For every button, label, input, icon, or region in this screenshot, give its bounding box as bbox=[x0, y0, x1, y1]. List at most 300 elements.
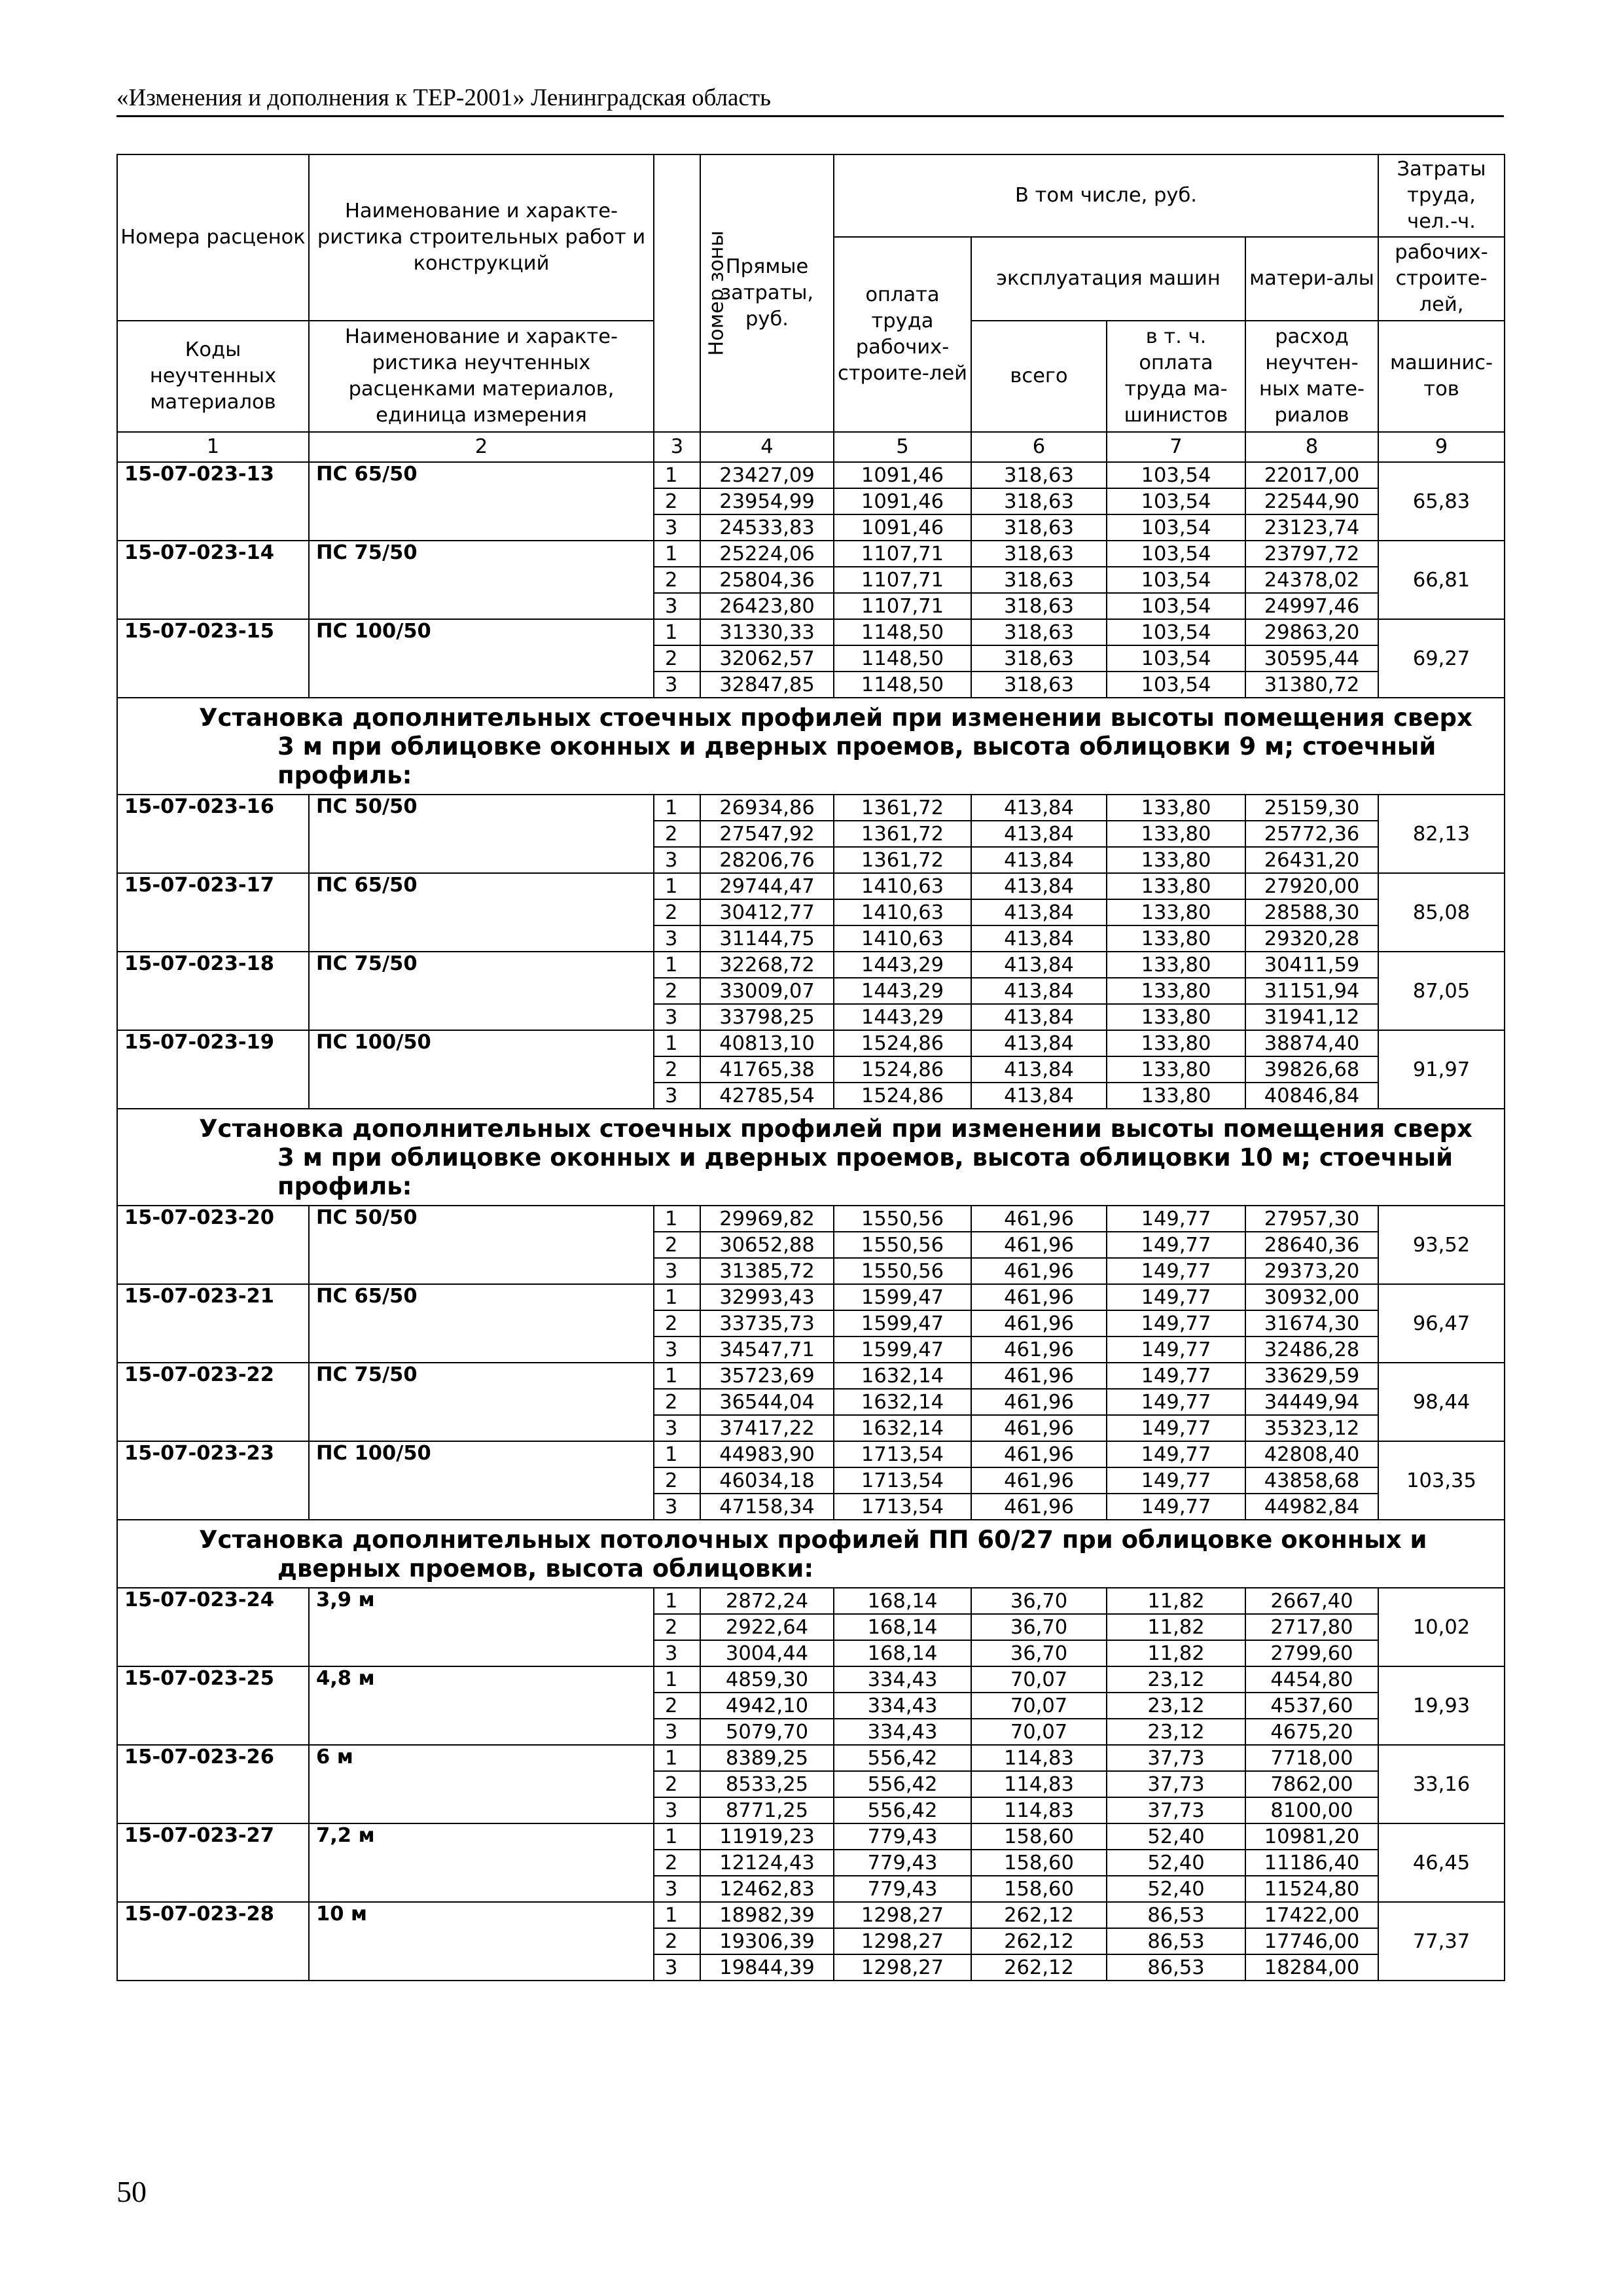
zone-number: 2 bbox=[654, 1850, 700, 1876]
table-body bbox=[117, 462, 1505, 1981]
machinist-wages: 103,54 bbox=[1107, 514, 1245, 541]
machines-cost: 318,63 bbox=[971, 593, 1107, 619]
zone-number: 1 bbox=[654, 1902, 700, 1928]
zone-number: 2 bbox=[654, 645, 700, 672]
table-row bbox=[117, 1284, 1505, 1310]
rate-code: 15-07-023-28 bbox=[117, 1902, 309, 1981]
labor-cost: 93,52 bbox=[1378, 1206, 1505, 1284]
materials-cost: 25772,36 bbox=[1245, 821, 1378, 847]
machinist-wages: 133,80 bbox=[1107, 1083, 1245, 1109]
direct-cost: 8771,25 bbox=[700, 1797, 834, 1823]
direct-cost: 30652,88 bbox=[700, 1232, 834, 1258]
zone-number: 1 bbox=[654, 619, 700, 645]
machines-cost: 318,63 bbox=[971, 619, 1107, 645]
machinist-wages: 86,53 bbox=[1107, 1928, 1245, 1954]
page-number: 50 bbox=[116, 2175, 147, 2208]
machinist-wages: 133,80 bbox=[1107, 795, 1245, 821]
table-row bbox=[117, 1363, 1505, 1389]
machinist-wages: 103,54 bbox=[1107, 462, 1245, 488]
machines-cost: 413,84 bbox=[971, 899, 1107, 925]
materials-cost: 24378,02 bbox=[1245, 567, 1378, 593]
wages-cost: 1361,72 bbox=[834, 821, 971, 847]
machines-cost: 262,12 bbox=[971, 1902, 1107, 1928]
direct-cost: 30412,77 bbox=[700, 899, 834, 925]
materials-cost: 7862,00 bbox=[1245, 1771, 1378, 1797]
wages-cost: 1443,29 bbox=[834, 952, 971, 978]
machinist-wages: 149,77 bbox=[1107, 1389, 1245, 1415]
machines-cost: 36,70 bbox=[971, 1588, 1107, 1614]
labor-cost: 96,47 bbox=[1378, 1284, 1505, 1363]
direct-cost: 23954,99 bbox=[700, 488, 834, 514]
column-number: 4 bbox=[700, 432, 834, 462]
direct-cost: 2872,24 bbox=[700, 1588, 834, 1614]
machinist-wages: 103,54 bbox=[1107, 488, 1245, 514]
zone-number: 1 bbox=[654, 873, 700, 899]
header-numbers: Номера расценок bbox=[117, 154, 309, 321]
direct-cost: 25224,06 bbox=[700, 541, 834, 567]
header-rule bbox=[116, 115, 1504, 117]
rate-name: 3,9 м bbox=[309, 1588, 654, 1666]
machinist-wages: 133,80 bbox=[1107, 873, 1245, 899]
rate-name: ПС 65/50 bbox=[309, 462, 654, 541]
direct-cost: 47158,34 bbox=[700, 1494, 834, 1520]
wages-cost: 1599,47 bbox=[834, 1336, 971, 1363]
machines-cost: 461,96 bbox=[971, 1258, 1107, 1284]
rate-name: ПС 100/50 bbox=[309, 1030, 654, 1109]
header-name: Наименование и характе-ристика строительных работ и конструкций bbox=[309, 154, 654, 321]
column-number: 3 bbox=[654, 432, 700, 462]
direct-cost: 46034,18 bbox=[700, 1467, 834, 1494]
table-row bbox=[117, 1030, 1505, 1056]
machines-cost: 413,84 bbox=[971, 1083, 1107, 1109]
machinist-wages: 149,77 bbox=[1107, 1415, 1245, 1441]
direct-cost: 8389,25 bbox=[700, 1745, 834, 1771]
wages-cost: 1550,56 bbox=[834, 1232, 971, 1258]
materials-cost: 30595,44 bbox=[1245, 645, 1378, 672]
direct-cost: 25804,36 bbox=[700, 567, 834, 593]
machines-cost: 413,84 bbox=[971, 847, 1107, 873]
rate-code: 15-07-023-17 bbox=[117, 873, 309, 952]
materials-cost: 24997,46 bbox=[1245, 593, 1378, 619]
table-row bbox=[117, 1823, 1505, 1850]
materials-cost: 17746,00 bbox=[1245, 1928, 1378, 1954]
zone-number: 1 bbox=[654, 1823, 700, 1850]
zone-number: 2 bbox=[654, 1056, 700, 1083]
zone-number: 1 bbox=[654, 952, 700, 978]
materials-cost: 23797,72 bbox=[1245, 541, 1378, 567]
labor-cost: 19,93 bbox=[1378, 1666, 1505, 1745]
machinist-wages: 133,80 bbox=[1107, 925, 1245, 952]
machinist-wages: 52,40 bbox=[1107, 1876, 1245, 1902]
labor-cost: 10,02 bbox=[1378, 1588, 1505, 1666]
wages-cost: 1298,27 bbox=[834, 1954, 971, 1981]
machines-cost: 461,96 bbox=[971, 1389, 1107, 1415]
materials-cost: 30932,00 bbox=[1245, 1284, 1378, 1310]
section-heading bbox=[117, 1520, 1505, 1588]
zone-number: 1 bbox=[654, 1206, 700, 1232]
rate-name: 4,8 м bbox=[309, 1666, 654, 1745]
wages-cost: 1091,46 bbox=[834, 462, 971, 488]
machines-cost: 158,60 bbox=[971, 1876, 1107, 1902]
header-machines: эксплуатация машин bbox=[971, 237, 1245, 321]
direct-cost: 28206,76 bbox=[700, 847, 834, 873]
machinist-wages: 149,77 bbox=[1107, 1363, 1245, 1389]
materials-cost: 10981,20 bbox=[1245, 1823, 1378, 1850]
machines-cost: 413,84 bbox=[971, 795, 1107, 821]
materials-cost: 38874,40 bbox=[1245, 1030, 1378, 1056]
zone-number: 3 bbox=[654, 1876, 700, 1902]
direct-cost: 19844,39 bbox=[700, 1954, 834, 1981]
materials-cost: 31941,12 bbox=[1245, 1004, 1378, 1030]
machines-cost: 262,12 bbox=[971, 1954, 1107, 1981]
direct-cost: 18982,39 bbox=[700, 1902, 834, 1928]
labor-cost: 85,08 bbox=[1378, 873, 1505, 952]
materials-cost: 4675,20 bbox=[1245, 1719, 1378, 1745]
header-zone bbox=[654, 154, 728, 432]
wages-cost: 1550,56 bbox=[834, 1206, 971, 1232]
zone-number: 2 bbox=[654, 488, 700, 514]
table-row bbox=[117, 952, 1505, 978]
zone-number: 1 bbox=[654, 1284, 700, 1310]
labor-cost: 69,27 bbox=[1378, 619, 1505, 698]
direct-cost: 5079,70 bbox=[700, 1719, 834, 1745]
direct-cost: 31385,72 bbox=[700, 1258, 834, 1284]
direct-cost: 36544,04 bbox=[700, 1389, 834, 1415]
materials-cost: 4537,60 bbox=[1245, 1693, 1378, 1719]
machines-cost: 413,84 bbox=[971, 925, 1107, 952]
wages-cost: 1107,71 bbox=[834, 541, 971, 567]
materials-cost: 31151,94 bbox=[1245, 978, 1378, 1004]
zone-number: 1 bbox=[654, 1666, 700, 1693]
rate-name: ПС 50/50 bbox=[309, 1206, 654, 1284]
labor-cost: 33,16 bbox=[1378, 1745, 1505, 1823]
direct-cost: 3004,44 bbox=[700, 1640, 834, 1666]
machinist-wages: 86,53 bbox=[1107, 1954, 1245, 1981]
machines-cost: 70,07 bbox=[971, 1693, 1107, 1719]
running-header: «Изменения и дополнения к ТЕР-2001» Ленинградская область bbox=[116, 84, 771, 111]
rate-code: 15-07-023-22 bbox=[117, 1363, 309, 1441]
section-heading-text: Установка дополнительных стоечных профилей при изменении высоты помещения сверх 3 м при облицовке оконных и дверных проемов, высота облицовки 9 м; стоечный профиль: bbox=[199, 704, 1472, 789]
header-labor-total: Затраты труда, чел.-ч. bbox=[1378, 154, 1505, 237]
zone-number: 1 bbox=[654, 1745, 700, 1771]
direct-cost: 33735,73 bbox=[700, 1310, 834, 1336]
zone-number: 2 bbox=[654, 978, 700, 1004]
wages-cost: 1524,86 bbox=[834, 1056, 971, 1083]
direct-cost: 12124,43 bbox=[700, 1850, 834, 1876]
wages-cost: 1599,47 bbox=[834, 1310, 971, 1336]
zone-number: 1 bbox=[654, 462, 700, 488]
direct-cost: 19306,39 bbox=[700, 1928, 834, 1954]
wages-cost: 556,42 bbox=[834, 1771, 971, 1797]
labor-cost: 46,45 bbox=[1378, 1823, 1505, 1902]
direct-cost: 4859,30 bbox=[700, 1666, 834, 1693]
wages-cost: 1632,14 bbox=[834, 1415, 971, 1441]
wages-cost: 1524,86 bbox=[834, 1030, 971, 1056]
labor-cost: 103,35 bbox=[1378, 1441, 1505, 1520]
materials-cost: 29373,20 bbox=[1245, 1258, 1378, 1284]
wages-cost: 334,43 bbox=[834, 1693, 971, 1719]
machinist-wages: 149,77 bbox=[1107, 1494, 1245, 1520]
rate-code: 15-07-023-19 bbox=[117, 1030, 309, 1109]
machinist-wages: 52,40 bbox=[1107, 1823, 1245, 1850]
machines-cost: 36,70 bbox=[971, 1640, 1107, 1666]
machinist-wages: 133,80 bbox=[1107, 1004, 1245, 1030]
machinist-wages: 11,82 bbox=[1107, 1640, 1245, 1666]
zone-number: 2 bbox=[654, 821, 700, 847]
rate-code: 15-07-023-25 bbox=[117, 1666, 309, 1745]
section-heading-text: Установка дополнительных потолочных профилей ПП 60/27 при облицовке оконных и дверных проемов, высота облицовки: bbox=[199, 1526, 1427, 1583]
rate-code: 15-07-023-20 bbox=[117, 1206, 309, 1284]
table-header bbox=[117, 154, 1505, 462]
materials-cost: 11524,80 bbox=[1245, 1876, 1378, 1902]
machines-cost: 461,96 bbox=[971, 1336, 1107, 1363]
rate-name: ПС 65/50 bbox=[309, 1284, 654, 1363]
rate-code: 15-07-023-21 bbox=[117, 1284, 309, 1363]
materials-cost: 43858,68 bbox=[1245, 1467, 1378, 1494]
wages-cost: 1107,71 bbox=[834, 593, 971, 619]
zone-number: 2 bbox=[654, 899, 700, 925]
wages-cost: 1091,46 bbox=[834, 488, 971, 514]
machinist-wages: 149,77 bbox=[1107, 1467, 1245, 1494]
column-number: 2 bbox=[309, 432, 654, 462]
machinist-wages: 11,82 bbox=[1107, 1614, 1245, 1640]
rate-code: 15-07-023-23 bbox=[117, 1441, 309, 1520]
labor-cost: 98,44 bbox=[1378, 1363, 1505, 1441]
header-machinist-wages: в т. ч. оплата труда ма-шинистов bbox=[1107, 321, 1245, 432]
machines-cost: 461,96 bbox=[971, 1232, 1107, 1258]
zone-number: 3 bbox=[654, 925, 700, 952]
column-number: 8 bbox=[1245, 432, 1378, 462]
column-number: 7 bbox=[1107, 432, 1245, 462]
zone-number: 1 bbox=[654, 1441, 700, 1467]
table-row bbox=[117, 619, 1505, 645]
rate-name: ПС 100/50 bbox=[309, 1441, 654, 1520]
wages-cost: 1550,56 bbox=[834, 1258, 971, 1284]
labor-cost: 66,81 bbox=[1378, 541, 1505, 619]
machines-cost: 36,70 bbox=[971, 1614, 1107, 1640]
zone-number: 3 bbox=[654, 1415, 700, 1441]
zone-number: 2 bbox=[654, 1928, 700, 1954]
machines-cost: 413,84 bbox=[971, 1056, 1107, 1083]
machines-cost: 318,63 bbox=[971, 488, 1107, 514]
machinist-wages: 149,77 bbox=[1107, 1284, 1245, 1310]
column-number: 9 bbox=[1378, 432, 1505, 462]
direct-cost: 31144,75 bbox=[700, 925, 834, 952]
machinist-wages: 149,77 bbox=[1107, 1336, 1245, 1363]
rate-code: 15-07-023-27 bbox=[117, 1823, 309, 1902]
wages-cost: 1091,46 bbox=[834, 514, 971, 541]
materials-cost: 28588,30 bbox=[1245, 899, 1378, 925]
machines-cost: 318,63 bbox=[971, 672, 1107, 698]
wages-cost: 1713,54 bbox=[834, 1441, 971, 1467]
materials-cost: 27920,00 bbox=[1245, 873, 1378, 899]
rate-name: ПС 50/50 bbox=[309, 795, 654, 873]
section-heading-row bbox=[117, 1109, 1505, 1206]
wages-cost: 1410,63 bbox=[834, 899, 971, 925]
machinist-wages: 23,12 bbox=[1107, 1719, 1245, 1745]
materials-cost: 35323,12 bbox=[1245, 1415, 1378, 1441]
materials-cost: 2799,60 bbox=[1245, 1640, 1378, 1666]
table-row bbox=[117, 795, 1505, 821]
materials-cost: 29863,20 bbox=[1245, 619, 1378, 645]
zone-number: 2 bbox=[654, 1310, 700, 1336]
zone-number: 2 bbox=[654, 1693, 700, 1719]
zone-number: 3 bbox=[654, 1494, 700, 1520]
zone-number: 2 bbox=[654, 1232, 700, 1258]
rate-code: 15-07-023-24 bbox=[117, 1588, 309, 1666]
machines-cost: 413,84 bbox=[971, 821, 1107, 847]
header-machines-all: всего bbox=[971, 321, 1107, 432]
wages-cost: 168,14 bbox=[834, 1588, 971, 1614]
table-row bbox=[117, 462, 1505, 488]
machinist-wages: 11,82 bbox=[1107, 1588, 1245, 1614]
machinist-wages: 133,80 bbox=[1107, 847, 1245, 873]
table-row bbox=[117, 1902, 1505, 1928]
machines-cost: 318,63 bbox=[971, 645, 1107, 672]
zone-number: 1 bbox=[654, 1363, 700, 1389]
direct-cost: 40813,10 bbox=[700, 1030, 834, 1056]
materials-cost: 8100,00 bbox=[1245, 1797, 1378, 1823]
materials-cost: 26431,20 bbox=[1245, 847, 1378, 873]
direct-cost: 26423,80 bbox=[700, 593, 834, 619]
header-including: В том числе, руб. bbox=[834, 154, 1378, 237]
wages-cost: 779,43 bbox=[834, 1876, 971, 1902]
wages-cost: 334,43 bbox=[834, 1719, 971, 1745]
direct-cost: 26934,86 bbox=[700, 795, 834, 821]
materials-cost: 18284,00 bbox=[1245, 1954, 1378, 1981]
rate-name: ПС 65/50 bbox=[309, 873, 654, 952]
direct-cost: 27547,92 bbox=[700, 821, 834, 847]
machines-cost: 262,12 bbox=[971, 1928, 1107, 1954]
wages-cost: 168,14 bbox=[834, 1640, 971, 1666]
wages-cost: 1599,47 bbox=[834, 1284, 971, 1310]
labor-cost: 77,37 bbox=[1378, 1902, 1505, 1981]
zone-number: 2 bbox=[654, 1467, 700, 1494]
zone-number: 3 bbox=[654, 1719, 700, 1745]
wages-cost: 334,43 bbox=[834, 1666, 971, 1693]
machines-cost: 413,84 bbox=[971, 952, 1107, 978]
zone-number: 1 bbox=[654, 541, 700, 567]
wages-cost: 1361,72 bbox=[834, 847, 971, 873]
zone-number: 3 bbox=[654, 593, 700, 619]
machinist-wages: 133,80 bbox=[1107, 1056, 1245, 1083]
materials-cost: 40846,84 bbox=[1245, 1083, 1378, 1109]
rate-name: 7,2 м bbox=[309, 1823, 654, 1902]
section-heading-row bbox=[117, 1520, 1505, 1588]
wages-cost: 1148,50 bbox=[834, 672, 971, 698]
zone-number: 3 bbox=[654, 1797, 700, 1823]
zone-number: 3 bbox=[654, 1336, 700, 1363]
wages-cost: 1410,63 bbox=[834, 873, 971, 899]
rate-code: 15-07-023-18 bbox=[117, 952, 309, 1030]
machines-cost: 413,84 bbox=[971, 978, 1107, 1004]
header-workers: рабочих-строите-лей, bbox=[1378, 237, 1505, 321]
machines-cost: 114,83 bbox=[971, 1797, 1107, 1823]
column-number: 6 bbox=[971, 432, 1107, 462]
machinist-wages: 103,54 bbox=[1107, 541, 1245, 567]
table-row bbox=[117, 541, 1505, 567]
wages-cost: 1148,50 bbox=[834, 619, 971, 645]
direct-cost: 12462,83 bbox=[700, 1876, 834, 1902]
direct-cost: 23427,09 bbox=[700, 462, 834, 488]
materials-cost: 44982,84 bbox=[1245, 1494, 1378, 1520]
machines-cost: 461,96 bbox=[971, 1206, 1107, 1232]
materials-cost: 30411,59 bbox=[1245, 952, 1378, 978]
machines-cost: 70,07 bbox=[971, 1666, 1107, 1693]
direct-cost: 2922,64 bbox=[700, 1614, 834, 1640]
zone-number: 1 bbox=[654, 1588, 700, 1614]
materials-cost: 17422,00 bbox=[1245, 1902, 1378, 1928]
materials-cost: 11186,40 bbox=[1245, 1850, 1378, 1876]
rate-code: 15-07-023-13 bbox=[117, 462, 309, 541]
machines-cost: 461,96 bbox=[971, 1441, 1107, 1467]
rate-code: 15-07-023-16 bbox=[117, 795, 309, 873]
materials-cost: 7718,00 bbox=[1245, 1745, 1378, 1771]
wages-cost: 1298,27 bbox=[834, 1928, 971, 1954]
zone-number: 3 bbox=[654, 1004, 700, 1030]
wages-cost: 1524,86 bbox=[834, 1083, 971, 1109]
table-row bbox=[117, 1745, 1505, 1771]
direct-cost: 31330,33 bbox=[700, 619, 834, 645]
zone-number: 1 bbox=[654, 1030, 700, 1056]
materials-cost: 33629,59 bbox=[1245, 1363, 1378, 1389]
labor-cost: 91,97 bbox=[1378, 1030, 1505, 1109]
header-codes: Коды неучтенных материалов bbox=[117, 321, 309, 432]
machinist-wages: 103,54 bbox=[1107, 672, 1245, 698]
materials-cost: 29320,28 bbox=[1245, 925, 1378, 952]
machinist-wages: 23,12 bbox=[1107, 1666, 1245, 1693]
materials-cost: 2717,80 bbox=[1245, 1614, 1378, 1640]
machines-cost: 318,63 bbox=[971, 514, 1107, 541]
machines-cost: 461,96 bbox=[971, 1284, 1107, 1310]
machinist-wages: 133,80 bbox=[1107, 1030, 1245, 1056]
wages-cost: 1148,50 bbox=[834, 645, 971, 672]
machines-cost: 70,07 bbox=[971, 1719, 1107, 1745]
materials-cost: 31380,72 bbox=[1245, 672, 1378, 698]
table-row bbox=[117, 1206, 1505, 1232]
machinist-wages: 133,80 bbox=[1107, 821, 1245, 847]
machinist-wages: 37,73 bbox=[1107, 1745, 1245, 1771]
zone-number: 3 bbox=[654, 1083, 700, 1109]
materials-cost: 42808,40 bbox=[1245, 1441, 1378, 1467]
direct-cost: 34547,71 bbox=[700, 1336, 834, 1363]
materials-cost: 27957,30 bbox=[1245, 1206, 1378, 1232]
zone-number: 3 bbox=[654, 1258, 700, 1284]
wages-cost: 1107,71 bbox=[834, 567, 971, 593]
materials-cost: 34449,94 bbox=[1245, 1389, 1378, 1415]
zone-number: 3 bbox=[654, 847, 700, 873]
wages-cost: 779,43 bbox=[834, 1823, 971, 1850]
column-number: 5 bbox=[834, 432, 971, 462]
zone-number: 3 bbox=[654, 1954, 700, 1981]
materials-cost: 22017,00 bbox=[1245, 462, 1378, 488]
section-heading-row bbox=[117, 698, 1505, 795]
wages-cost: 1713,54 bbox=[834, 1494, 971, 1520]
wages-cost: 1443,29 bbox=[834, 978, 971, 1004]
rate-code: 15-07-023-26 bbox=[117, 1745, 309, 1823]
machines-cost: 461,96 bbox=[971, 1310, 1107, 1336]
direct-cost: 35723,69 bbox=[700, 1363, 834, 1389]
header-wages: оплата труда рабочих-строите-лей bbox=[834, 237, 971, 432]
direct-cost: 32847,85 bbox=[700, 672, 834, 698]
wages-cost: 779,43 bbox=[834, 1850, 971, 1876]
direct-cost: 33009,07 bbox=[700, 978, 834, 1004]
direct-cost: 11919,23 bbox=[700, 1823, 834, 1850]
table-row bbox=[117, 873, 1505, 899]
machinist-wages: 149,77 bbox=[1107, 1232, 1245, 1258]
machinist-wages: 133,80 bbox=[1107, 899, 1245, 925]
direct-cost: 29744,47 bbox=[700, 873, 834, 899]
